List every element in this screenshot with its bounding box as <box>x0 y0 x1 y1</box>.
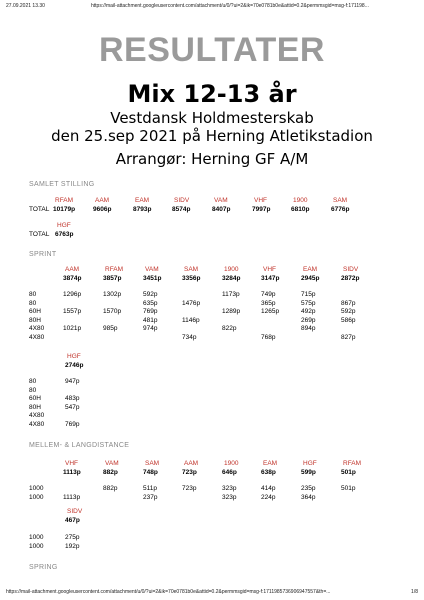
team-total-score: 8574p <box>172 206 191 213</box>
team-name: AAM <box>184 460 199 467</box>
event-score: 894p <box>301 325 316 332</box>
event-score: 592p <box>143 291 158 298</box>
doc-subtitle: Mix 12-13 år <box>127 80 297 108</box>
event-score: 635p <box>143 299 158 307</box>
team-name: SIDV <box>174 197 190 204</box>
team-name: EAM <box>263 460 278 467</box>
team-name: EAM <box>303 266 318 273</box>
team-name: AAM <box>95 197 110 204</box>
section-heading-spring: SPRING <box>29 564 58 571</box>
team-name: RFAM <box>105 266 124 273</box>
team-total-score: 2872p <box>341 275 360 282</box>
team-total-score: 3451p <box>143 275 162 282</box>
event-score: 224p <box>261 493 276 501</box>
team-name: HGF <box>57 222 71 229</box>
event-label: 4X80 <box>29 333 45 341</box>
event-score: 1289p <box>222 308 241 315</box>
total-label: TOTAL <box>29 206 50 213</box>
browser-print-header <box>6 3 418 11</box>
event-score: 867p <box>341 299 356 307</box>
team-total-score: 748p <box>143 469 158 476</box>
team-name: VHF <box>263 266 276 273</box>
event-label: 4X80 <box>29 412 45 419</box>
event-score: 769p <box>143 308 158 315</box>
event-score: 1570p <box>103 308 122 315</box>
team-name: VAM <box>145 266 159 273</box>
team-name: 1900 <box>224 266 239 273</box>
team-name: AAM <box>65 266 80 273</box>
event-score: 1146p <box>182 316 200 324</box>
event-score: 1557p <box>63 308 82 315</box>
team-total-score: 723p <box>182 469 197 476</box>
event-score: 1113p <box>63 493 81 501</box>
section-heading-samlet: SAMLET STILLING <box>29 181 95 188</box>
team-name: SAM <box>145 460 160 467</box>
event-label: 80 <box>29 378 37 385</box>
event-score: 749p <box>261 291 276 298</box>
event-score: 1302p <box>103 291 122 298</box>
team-total-score: 9606p <box>93 206 112 213</box>
event-score: 364p <box>301 493 316 501</box>
event-score: 769p <box>65 420 80 428</box>
total-label: TOTAL <box>29 231 50 238</box>
event-score: 723p <box>182 485 197 492</box>
team-name: SAM <box>184 266 199 273</box>
event-score: 882p <box>103 485 118 492</box>
team-name: SAM <box>333 197 348 204</box>
event-score: 947p <box>65 378 80 385</box>
event-date-location: den 25.sep 2021 på Herning Atletikstadion <box>51 127 373 145</box>
event-organizer: Arrangør: Herning GF A/M <box>115 150 309 168</box>
event-score: 323p <box>222 485 237 492</box>
event-score: 1173p <box>222 291 240 298</box>
team-name: VAM <box>105 460 119 467</box>
team-total-score: 3356p <box>182 275 201 282</box>
team-name: 1900 <box>224 460 239 467</box>
event-label: 1000 <box>29 485 44 492</box>
event-score: 592p <box>341 308 356 315</box>
team-total-score: 7997p <box>252 206 271 213</box>
team-name: HGF <box>67 353 81 360</box>
event-score: 275p <box>65 534 80 541</box>
event-label: 80 <box>29 299 37 307</box>
team-total-score: 646p <box>222 469 237 476</box>
team-total-score: 638p <box>261 469 276 476</box>
team-name: SIDV <box>343 266 359 273</box>
print-date: 27.09.2021 13.30 <box>6 3 45 9</box>
team-name: 1900 <box>293 197 308 204</box>
doc-title: RESULTATER <box>99 31 325 69</box>
team-total-score: 3284p <box>222 275 241 282</box>
event-label: 4X80 <box>29 420 45 428</box>
event-score: 501p <box>341 485 356 492</box>
event-score: 483p <box>65 395 80 402</box>
team-total-score: 6763p <box>55 231 74 238</box>
event-score: 492p <box>301 308 316 315</box>
event-label: 80 <box>29 386 37 394</box>
section-heading-sprint: SPRINT <box>29 251 57 258</box>
event-score: 365p <box>261 299 276 307</box>
section-heading-mellem: MELLEM- & LANGDISTANCE <box>29 442 130 449</box>
event-score: 1021p <box>63 325 82 332</box>
team-total-score: 2746p <box>65 362 84 369</box>
event-score: 1265p <box>261 308 280 315</box>
event-label: 4X80 <box>29 325 45 332</box>
team-total-score: 3874p <box>63 275 82 282</box>
event-score: 715p <box>301 291 316 298</box>
team-total-score: 6776p <box>331 206 350 213</box>
event-score: 985p <box>103 325 118 332</box>
team-total-score: 6810p <box>291 206 310 213</box>
team-total-score: 1113p <box>63 469 81 476</box>
team-total-score: 467p <box>65 517 80 524</box>
team-total-score: 501p <box>341 469 356 476</box>
team-name: RFAM <box>343 460 362 467</box>
team-total-score: 8793p <box>133 206 152 213</box>
event-label: 1000 <box>29 534 44 541</box>
page-number: 1/8 <box>411 589 418 595</box>
event-score: 1296p <box>63 291 82 298</box>
event-label: 1000 <box>29 542 44 550</box>
event-label: 80H <box>29 403 41 411</box>
event-score: 192p <box>65 542 80 550</box>
event-score: 586p <box>341 316 356 324</box>
team-name: SIDV <box>67 508 83 515</box>
event-score: 768p <box>261 333 276 341</box>
team-total-score: 2945p <box>301 275 320 282</box>
team-name: RFAM <box>55 197 74 204</box>
event-score: 511p <box>143 485 157 492</box>
event-score: 481p <box>143 316 158 324</box>
team-total-score: 8407p <box>212 206 231 213</box>
event-name: Vestdansk Holdmesterskab <box>110 109 314 127</box>
event-score: 1476p <box>182 299 201 307</box>
team-name: VHF <box>254 197 267 204</box>
event-label: 60H <box>29 395 41 402</box>
event-score: 974p <box>143 325 158 332</box>
team-total-score: 599p <box>301 469 316 476</box>
event-score: 734p <box>182 333 197 341</box>
event-score: 547p <box>65 403 80 411</box>
footer-url: https://mail-attachment.googleusercontent.com/attachment/u/0/?ui=2&ik=70e0781b0e&attid=0.2&permmsgid=msg-f:1711985736906947557&th=... <box>6 589 331 595</box>
event-score: 575p <box>301 299 316 307</box>
print-url: https://mail-attachment.googleusercontent.com/attachment/u/0/?ui=2&ik=70e0781b0e&attid=0.2&permmsgid=msg-f:171198... <box>91 3 369 9</box>
event-label: 1000 <box>29 493 44 501</box>
event-label: 80 <box>29 291 37 298</box>
event-score: 237p <box>143 493 158 501</box>
event-score: 323p <box>222 493 237 501</box>
event-score: 269p <box>301 316 316 324</box>
team-name: EAM <box>135 197 150 204</box>
event-label: 60H <box>29 308 41 315</box>
team-total-score: 3857p <box>103 275 122 282</box>
team-total-score: 882p <box>103 469 118 476</box>
team-name: VHF <box>65 460 78 467</box>
event-score: 235p <box>301 485 316 492</box>
event-label: 80H <box>29 316 41 324</box>
event-score: 414p <box>261 485 276 492</box>
event-score: 822p <box>222 325 237 332</box>
team-name: VAM <box>214 197 228 204</box>
event-score: 827p <box>341 333 356 341</box>
team-name: HGF <box>303 460 317 467</box>
team-total-score: 3147p <box>261 275 280 282</box>
team-total-score: 10179p <box>53 206 76 213</box>
